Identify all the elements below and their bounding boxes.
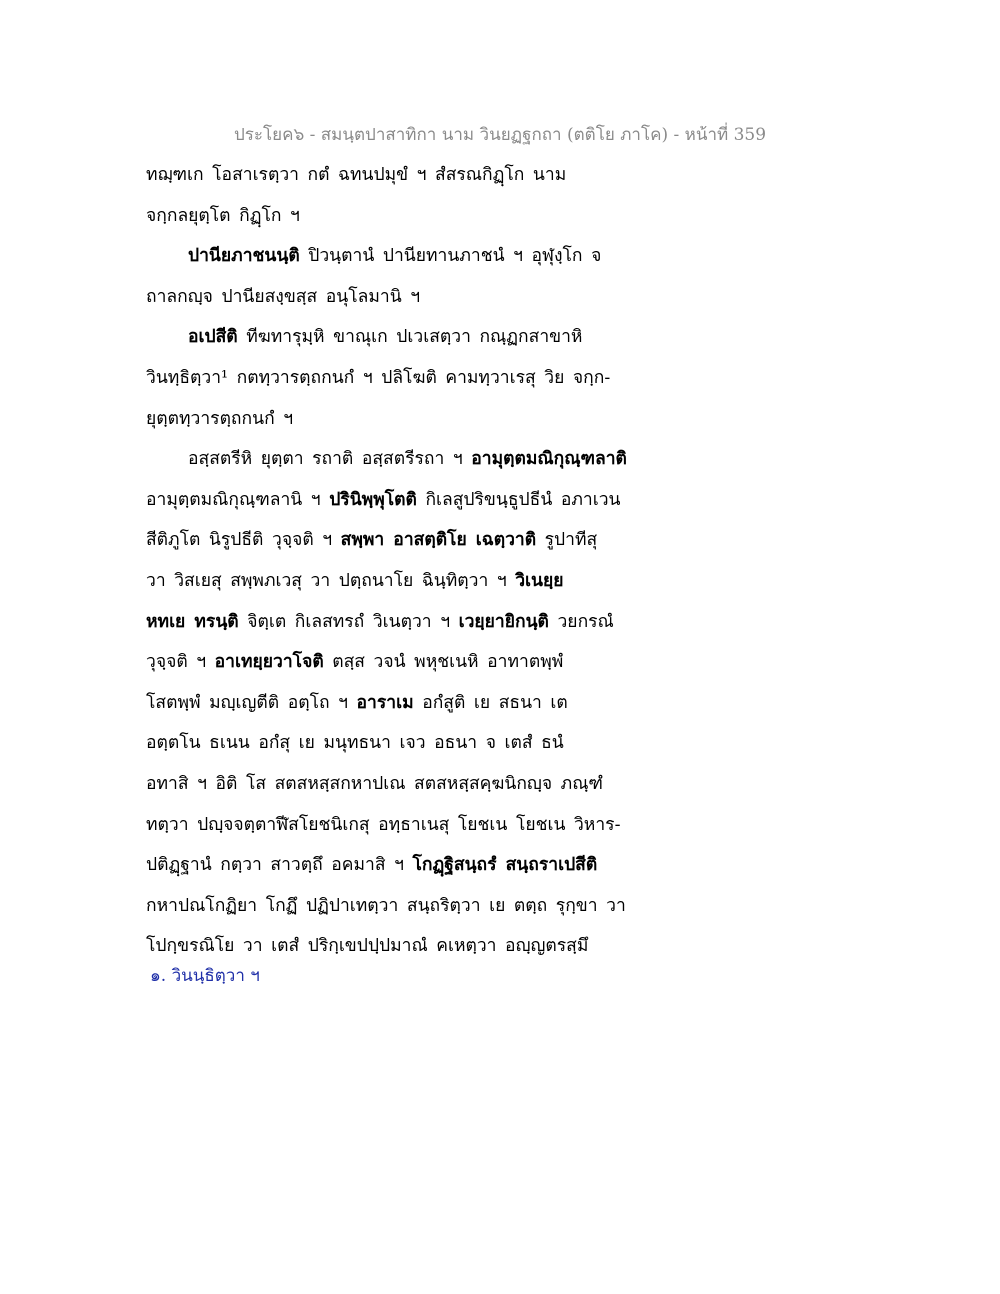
text-segment: โสตพฺพํ มญฺเญตีติ อตฺโถ ฯ <box>146 692 357 713</box>
text-segment: กหาปณโกฏิยา โกฏึ ปฏิปาเทตฺวา สนฺถริตฺวา เย ตตฺถ รุกฺขา วา <box>146 895 626 916</box>
text-segment: วินทฺธิตฺวา¹ กตทฺวารตฺถกนกํ ฯ ปลิโฆติ คามทฺวาเรสุ วิย จกฺก- <box>146 367 611 388</box>
text-line <box>146 805 706 846</box>
text-segment: ทฌฺฑเก โอสาเรตฺวา กตํ ฉทนปมุขํ ฯ สํสรณกิฏฺโก นาม <box>146 165 567 185</box>
term-heading: เวยฺยายิกนฺติ <box>458 611 549 632</box>
text-segment: ยุตฺตทฺวารตฺถกนกํ ฯ <box>146 408 294 429</box>
text-line <box>146 642 706 683</box>
text-line <box>146 196 706 237</box>
text-line <box>146 480 706 521</box>
text-segment: กิเลสูปริขนฺธูปธีนํ อภาเวน <box>416 489 621 510</box>
term-heading: อามุตฺตมณิกุณฺฑลาติ <box>471 449 627 470</box>
term-heading: อเปสีติ <box>188 327 238 348</box>
term-heading: สพฺพา อาสตฺติโย เฉตฺวาติ <box>340 530 537 551</box>
term-heading: อาเทยฺยวาโจติ <box>214 652 324 673</box>
text-segment: โปกฺขรณิโย วา เตสํ ปริกฺเขปปฺปมาณํ คเหตฺวา อญฺญตรสฺมึ <box>146 936 589 957</box>
text-segment: อามุตฺตมณิกุณฺฑลานิ ฯ <box>146 489 330 510</box>
text-segment: ทีฆทารุมฺหิ ขาณุเก ปเวเสตฺวา กณฺฏกสาขาหิ <box>237 327 583 348</box>
text-segment: อตฺตโน ธเนน อกํสุ เย มนุทธนา เจว อธนา จ เตสํ ธนํ <box>146 733 564 754</box>
text-line <box>146 277 706 318</box>
text-segment: ตสฺส วจนํ พหุชเนหิ อาทาตพฺพํ <box>323 652 564 673</box>
body-text <box>146 155 706 967</box>
text-segment: อทาสิ ฯ อิติ โส สตสหสฺสกหาปเณ สตสหสฺสคฺฆนิกญฺจ ภณฺฑํ <box>146 773 603 794</box>
text-segment: อสฺสตรีหิ ยุตฺตา รถาติ อสฺสตรีรถา ฯ <box>188 449 472 470</box>
text-segment: วุจฺจติ ฯ <box>146 652 215 673</box>
text-segment: ปติฏฺฐานํ กตฺวา สาวตฺถึ อคมาสิ ฯ <box>146 855 413 876</box>
footnote: ๑. วินนฺธิตฺวา ฯ <box>150 966 260 986</box>
text-segment: วยกรณํ <box>548 611 614 632</box>
text-line <box>146 723 706 764</box>
text-line <box>146 358 706 399</box>
text-line <box>146 439 706 480</box>
text-line <box>146 399 706 440</box>
text-segment: รูปาทีสุ <box>536 530 598 551</box>
text-line <box>146 520 706 561</box>
text-line <box>146 236 706 277</box>
text-segment: ถาลกญฺจ ปานียสงฺขสฺส อนุโลมานิ ฯ <box>146 286 421 307</box>
text-segment: ปิวนฺตานํ ปานียทานภาชนํ ฯ อุฬุงฺโก จ <box>299 246 602 267</box>
term-heading: ปานียภาชนนฺติ <box>188 246 300 267</box>
text-segment: จิตฺเต กิเลสทรถํ วิเนตฺวา ฯ <box>238 611 459 632</box>
text-segment: จกฺกลยุตฺโต กิฏฺโก ฯ <box>146 205 300 226</box>
text-line <box>146 155 706 196</box>
term-heading: หทเย ทรนฺติ <box>146 611 239 632</box>
text-segment: อกํสูติ เย สธนา เต <box>413 692 568 713</box>
text-line <box>146 602 706 643</box>
term-heading: อาราเม <box>356 692 414 713</box>
text-line <box>146 886 706 927</box>
term-heading: วิเนยฺย <box>515 570 564 591</box>
text-line <box>146 317 706 358</box>
text-segment: วา วิสเยสุ สพฺพภเวสุ วา ปตฺถนาโย ฉินฺทิตฺวา ฯ <box>146 570 516 591</box>
term-heading: โกฏฺฐิสนฺถรํ สนฺถราเปสีติ <box>412 855 598 876</box>
term-heading: ปรินิพฺพุโตติ <box>329 489 417 510</box>
text-line <box>146 561 706 602</box>
text-segment: ทตฺวา ปญฺจจตฺตาฬีสโยชนิเกสุ อทฺธาเนสุ โยชเน โยชเน วิหาร- <box>146 814 621 835</box>
page-header: ประโยค๖ - สมนฺตปาสาทิกา นาม วินยฏฐกถา (ตติโย ภาโค) - หน้าที่ 359 <box>233 125 767 145</box>
text-line <box>146 683 706 724</box>
text-line <box>146 764 706 805</box>
text-line <box>146 845 706 886</box>
text-segment: สีติภูโต นิรูปธีติ วุจฺจติ ฯ <box>146 530 341 551</box>
